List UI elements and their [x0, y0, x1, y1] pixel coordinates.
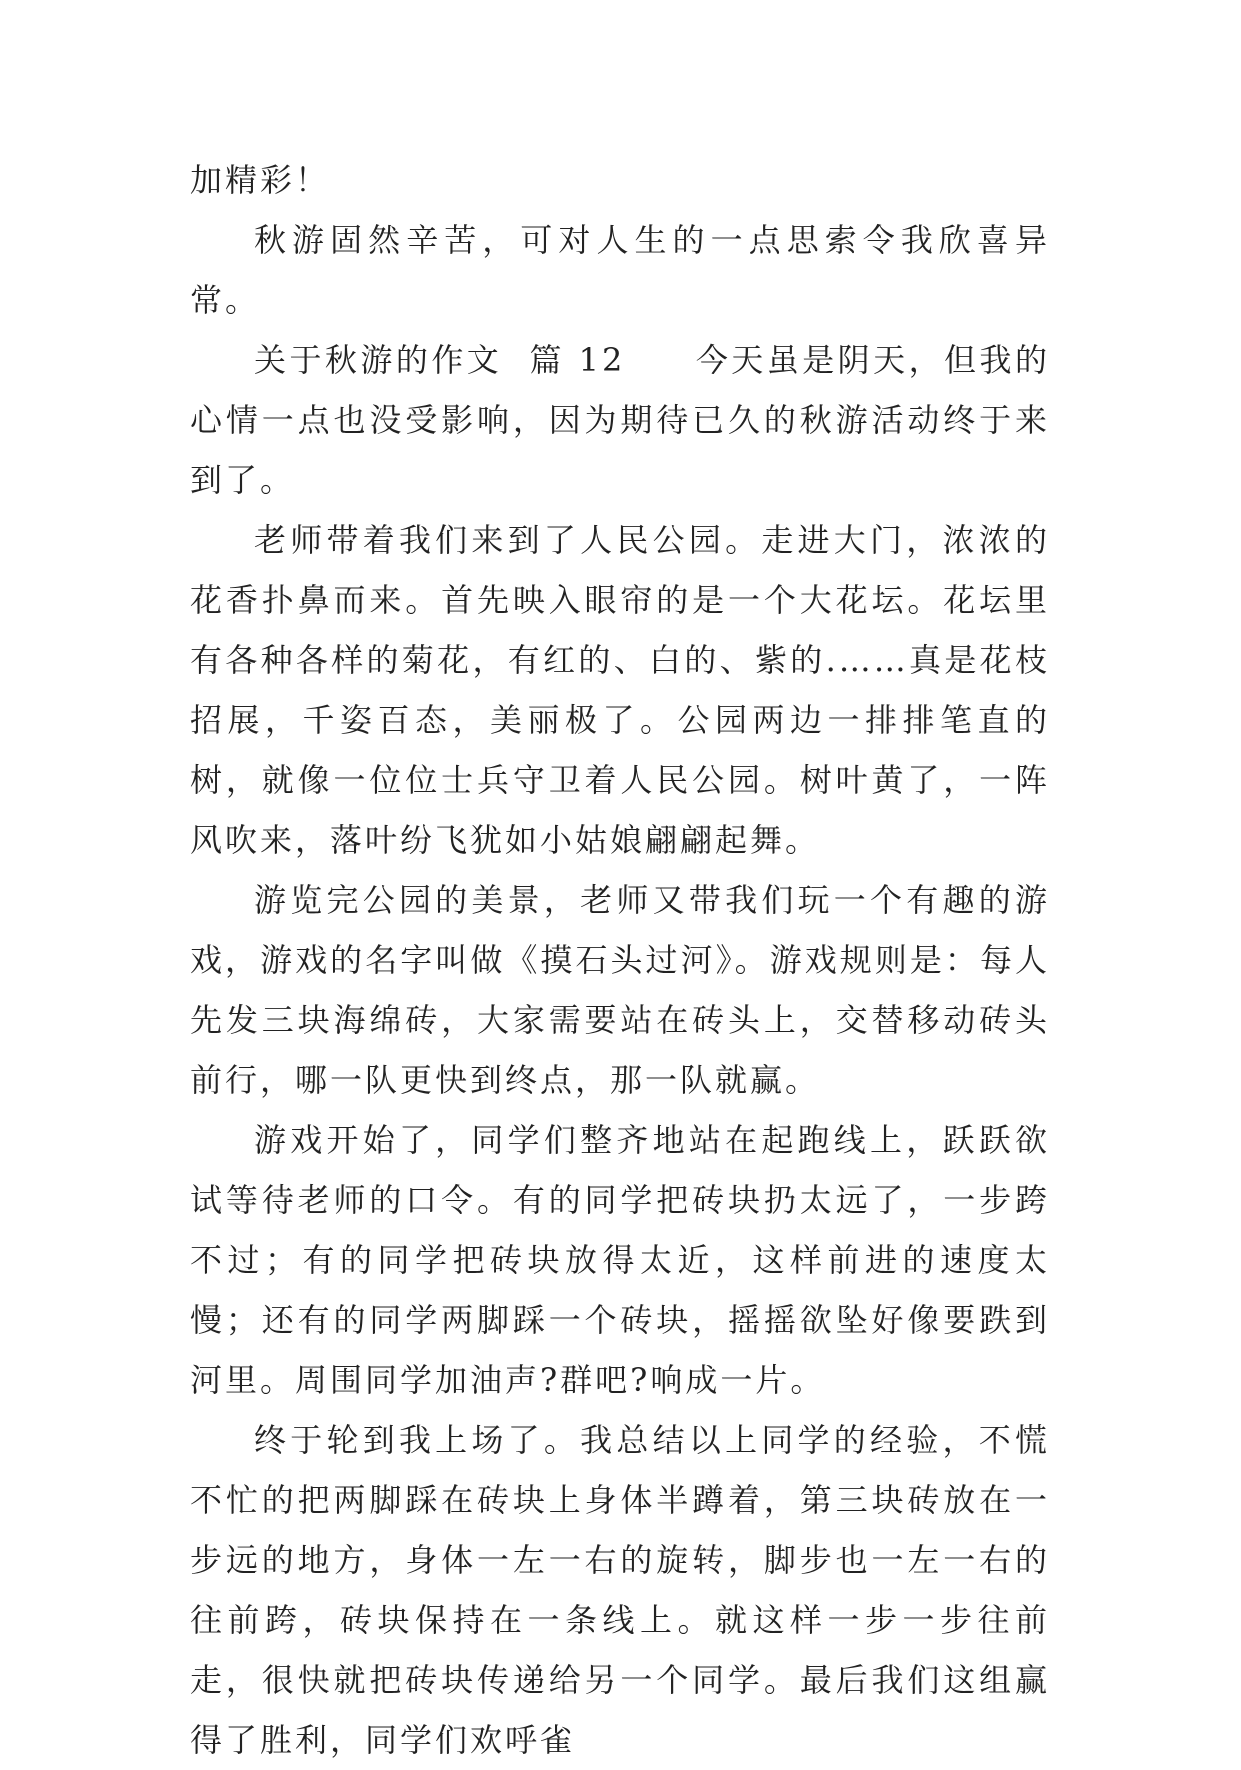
body-paragraph: 游戏开始了，同学们整齐地站在起跑线上，跃跃欲试等待老师的口令。有的同学把砖块扔太远了，一步跨不过；有的同学把砖块放得太近，这样前进的速度太慢；还有的同学两脚踩一个砖块，摇摇欲坠好像要跌到河里。周围同学加油声?群吧?响成一片。 — [190, 1121, 1050, 1399]
section-number: 篇 12 — [529, 341, 626, 379]
section-heading-paragraph — [190, 330, 1050, 510]
section-title: 关于秋游的作文 — [254, 341, 503, 379]
body-paragraph: 老师带着我们来到了人民公园。走进大门，浓浓的花香扑鼻而来。首先映入眼帘的是一个大花坛。花坛里有各种各样的菊花，有红的、白的、紫的.……真是花枝招展，千姿百态，美丽极了。公园两边一排排笔直的树，就像一位位士兵守卫着人民公园。树叶黄了，一阵风吹来，落叶纷飞犹如小姑娘翩翩起舞。 — [190, 521, 1050, 859]
reflection-paragraph: 秋游固然辛苦，可对人生的一点思索令我欣喜异常。 — [190, 221, 1050, 319]
continuation-paragraph: 加精彩！ — [190, 161, 331, 199]
body-paragraph: 终于轮到我上场了。我总结以上同学的经验，不慌不忙的把两脚踩在砖块上身体半蹲着，第三块砖放在一步远的地方，身体一左一右的旋转，脚步也一左一右的往前跨，砖块保持在一条线上。就这样一步一步往前走，很快就把砖块传递给另一个同学。最后我们这组赢得了胜利，同学们欢呼雀 — [190, 1421, 1050, 1759]
section-first-paragraph: 今天虽是阴天，但我的心情一点也没受影响，因为期待已久的秋游活动终于来到了。 — [190, 341, 1050, 499]
body-paragraph: 游览完公园的美景，老师又带我们玩一个有趣的游戏，游戏的名字叫做《摸石头过河》。游戏规则是：每人先发三块海绵砖，大家需要站在砖头上，交替移动砖头前行，哪一队更快到终点，那一队就赢。 — [190, 881, 1050, 1099]
document-body — [190, 150, 1050, 1770]
